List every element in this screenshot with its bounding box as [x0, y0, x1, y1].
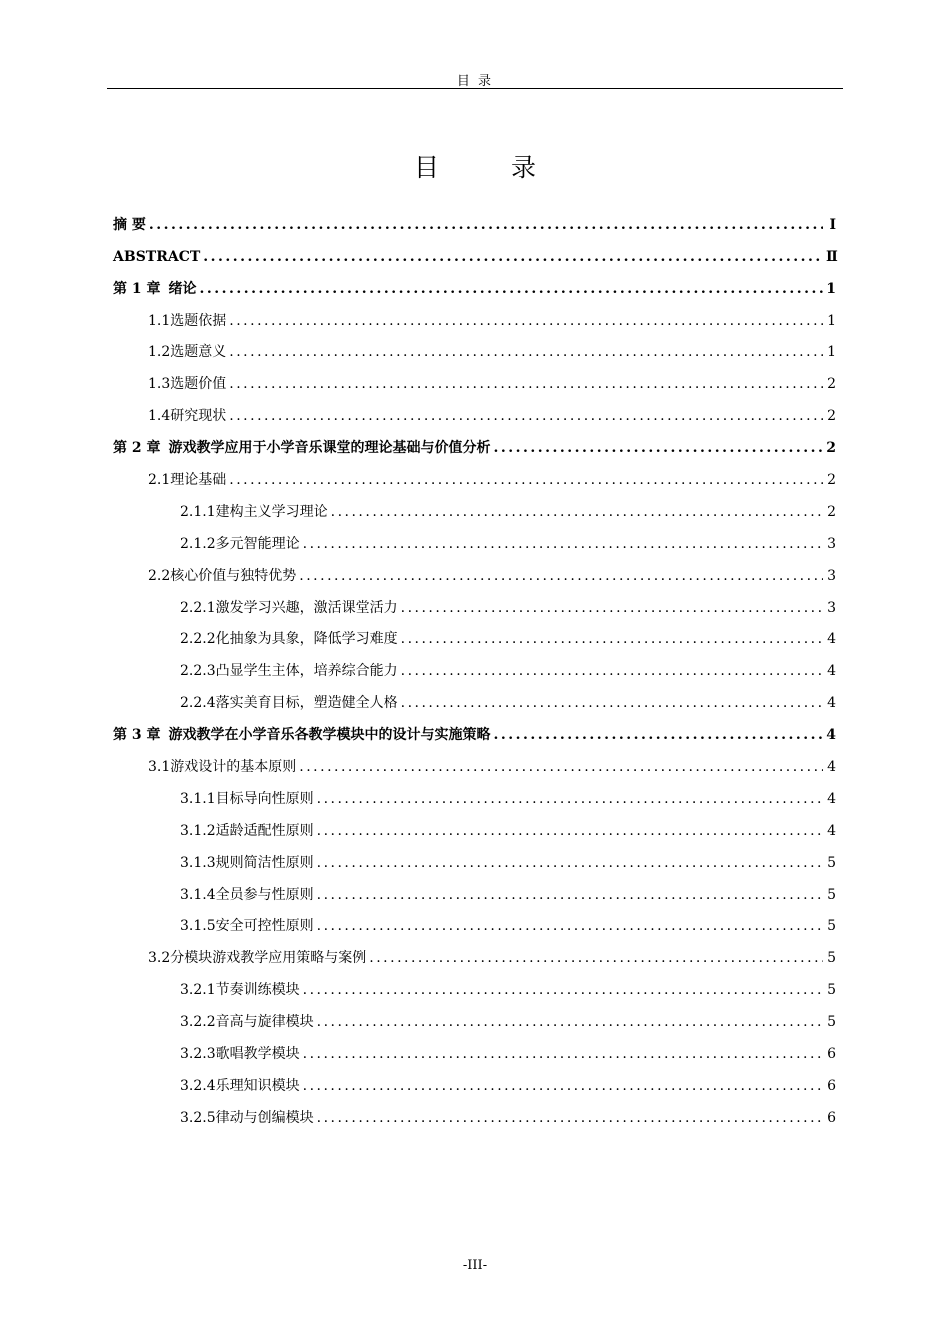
toc-entry-number: 1.1: [148, 312, 171, 329]
toc-entry[interactable]: [113, 1064, 836, 1096]
toc-entry[interactable]: [113, 905, 836, 937]
dot-leader: [317, 916, 823, 936]
toc-entry-label: 凸显学生主体，培养综合能力: [215, 663, 398, 680]
toc-entry-label: 选题价值: [170, 376, 227, 393]
toc-entry-label: ABSTRACT: [113, 248, 201, 265]
toc-entry-number: 2.2.4: [180, 695, 216, 712]
toc-entry-label: 多元智能理论: [215, 535, 300, 552]
toc-entry-number: 1.4: [148, 408, 171, 425]
toc-entry-number: 2.2.3: [180, 663, 216, 680]
toc-entry[interactable]: [113, 203, 836, 235]
toc-entry-label: 游戏教学在小学音乐各教学模块中的设计与实施策略: [168, 727, 491, 744]
dot-leader: [303, 1076, 823, 1096]
dot-leader: [317, 789, 823, 809]
toc-entry[interactable]: [113, 362, 836, 394]
toc-entry[interactable]: [113, 426, 836, 458]
toc-entry[interactable]: [113, 331, 836, 363]
toc-entry[interactable]: [113, 1032, 836, 1064]
toc-entry[interactable]: [113, 586, 836, 618]
dot-leader: [317, 1012, 823, 1032]
toc-entry[interactable]: [113, 936, 836, 968]
toc-entry-label: 音高与旋律模块: [215, 1014, 314, 1031]
toc-entry-page: 4: [827, 695, 836, 712]
toc-entry-page: 4: [827, 663, 836, 680]
dot-leader: [401, 693, 823, 713]
dot-leader: [229, 311, 823, 331]
dot-leader: [401, 661, 823, 681]
toc-entry-label: 摘 要: [113, 216, 146, 233]
toc-entry-page: 2: [827, 472, 836, 489]
toc-entry[interactable]: [113, 1000, 836, 1032]
toc-entry-page: 6: [827, 1109, 836, 1126]
toc-entry-number: 3.1.4: [180, 886, 216, 903]
toc-entry-page: 1: [826, 280, 836, 297]
toc-entry-label: 游戏教学应用于小学音乐课堂的理论基础与价值分析: [168, 440, 491, 457]
toc-entry-label: 歌唱教学模块: [215, 1046, 300, 1063]
running-header: 目 录: [456, 74, 494, 89]
toc-entry-number: 2.1: [148, 472, 171, 489]
toc-entry-label: 节奏训练模块: [215, 982, 300, 999]
dot-leader: [303, 534, 823, 554]
dot-leader: [299, 566, 823, 586]
toc-entry-number: 2.2.1: [180, 599, 216, 616]
toc-entry-page: 3: [827, 535, 836, 552]
toc-entry[interactable]: [113, 299, 836, 331]
toc-entry-label: 规则简洁性原则: [215, 854, 314, 871]
toc-entry[interactable]: [113, 235, 836, 267]
toc-entry[interactable]: [113, 267, 836, 299]
dot-leader: [149, 215, 823, 235]
toc-entry[interactable]: [113, 713, 836, 745]
toc-entry-page: Ⅰ: [829, 216, 836, 233]
toc-entry[interactable]: [113, 745, 836, 777]
toc-entry-page: 5: [827, 918, 836, 935]
toc-entry-label: 乐理知识模块: [215, 1077, 300, 1094]
toc-entry-page: 4: [827, 759, 836, 776]
toc-entry-number: 3.2.5: [180, 1109, 216, 1126]
toc-entry[interactable]: [113, 1096, 836, 1128]
toc-entry-label: 目标导向性原则: [215, 790, 314, 807]
toc-entry-number: 3.2.3: [180, 1046, 216, 1063]
toc-entry-page: 4: [827, 790, 836, 807]
toc-entry-page: 3: [827, 599, 836, 616]
dot-leader: [401, 629, 823, 649]
toc-entry[interactable]: [113, 681, 836, 713]
toc-entry-page: 2: [827, 503, 836, 520]
dot-leader: [317, 885, 823, 905]
toc-entry-label: 游戏设计的基本原则: [170, 759, 297, 776]
toc-entry-page: 2: [826, 440, 836, 457]
toc-entry[interactable]: [113, 841, 836, 873]
toc-entry-label: 建构主义学习理论: [215, 503, 328, 520]
toc-entry[interactable]: [113, 873, 836, 905]
toc-entry-number: 2.1.2: [180, 535, 216, 552]
toc-entry[interactable]: [113, 522, 836, 554]
toc-entry-label: 安全可控性原则: [215, 918, 314, 935]
toc-entry-label: 适龄适配性原则: [215, 822, 314, 839]
toc-entry-page: 6: [827, 1046, 836, 1063]
toc-entry-number: 2.2: [148, 567, 171, 584]
toc-entry-label: 研究现状: [170, 408, 227, 425]
toc-entry-page: 5: [827, 886, 836, 903]
toc-entry-label: 激发学习兴趣，激活课堂活力: [215, 599, 398, 616]
toc-entry-number: 3.2.1: [180, 982, 216, 999]
toc-entry-label: 落实美育目标，塑造健全人格: [215, 695, 398, 712]
dot-leader: [494, 438, 824, 458]
dot-leader: [303, 980, 823, 1000]
toc-entry-number: 3.1.2: [180, 822, 216, 839]
toc-entry[interactable]: [113, 490, 836, 522]
toc-entry-number: 第 2 章: [113, 440, 161, 457]
dot-leader: [317, 821, 823, 841]
dot-leader: [317, 1108, 823, 1128]
toc-entry-label: 分模块游戏教学应用策略与案例: [170, 950, 367, 967]
header-rule: [107, 88, 843, 89]
toc-entry[interactable]: [113, 809, 836, 841]
dot-leader: [369, 948, 823, 968]
dot-leader: [200, 279, 824, 299]
toc-entry-number: 3.1.3: [180, 854, 216, 871]
dot-leader: [331, 502, 823, 522]
toc-entry-page: 6: [827, 1077, 836, 1094]
toc-entry-number: 第 1 章: [113, 280, 161, 297]
dot-leader: [299, 757, 823, 777]
toc-entry-page: 2: [827, 376, 836, 393]
dot-leader: [303, 1044, 823, 1064]
toc-entry[interactable]: [113, 554, 836, 586]
toc-entry[interactable]: [113, 968, 836, 1000]
toc-entry-label: 选题依据: [170, 312, 227, 329]
toc-entry-number: 3.2: [148, 950, 171, 967]
toc-entry-page: 1: [827, 344, 836, 361]
toc-entry-page: Ⅱ: [826, 248, 838, 265]
dot-leader: [317, 853, 823, 873]
toc-entry-number: 3.1.1: [180, 790, 216, 807]
toc-entry-page: 4: [827, 822, 836, 839]
toc-entry-page: 5: [827, 854, 836, 871]
toc-entry-page: 5: [827, 1014, 836, 1031]
dot-leader: [401, 598, 823, 618]
toc-entry-page: 1: [827, 312, 836, 329]
toc-entry-label: 全员参与性原则: [215, 886, 314, 903]
toc-entry[interactable]: [113, 458, 836, 490]
toc-entry-page: 5: [827, 950, 836, 967]
toc-entry[interactable]: [113, 777, 836, 809]
dot-leader: [229, 342, 823, 362]
toc-entry-number: 3.1.5: [180, 918, 216, 935]
toc-entry[interactable]: [113, 394, 836, 426]
toc-entry-number: 3.1: [148, 759, 171, 776]
toc-entry-number: 2.1.1: [180, 503, 216, 520]
toc-entry-label: 化抽象为具象，降低学习难度: [215, 631, 398, 648]
dot-leader: [229, 470, 823, 490]
toc-entry-label: 核心价值与独特优势: [170, 567, 297, 584]
toc-entry-page: 4: [826, 727, 836, 744]
toc-entry-page: 5: [827, 982, 836, 999]
toc-entry[interactable]: [113, 649, 836, 681]
toc-entry[interactable]: [113, 618, 836, 650]
page-number: -III-: [462, 1258, 488, 1273]
page-title: 目 录: [414, 153, 568, 182]
toc-entry-number: 第 3 章: [113, 727, 161, 744]
toc-entry-label: 选题意义: [170, 344, 227, 361]
toc-entry-number: 3.2.4: [180, 1077, 216, 1094]
toc-entry-label: 律动与创编模块: [215, 1109, 314, 1126]
toc-entry-page: 3: [827, 567, 836, 584]
dot-leader: [229, 374, 823, 394]
toc-entry-number: 1.3: [148, 376, 171, 393]
toc-entry-label: 理论基础: [170, 472, 227, 489]
dot-leader: [229, 406, 823, 426]
toc-entry-number: 2.2.2: [180, 631, 216, 648]
toc-entry-page: 4: [827, 631, 836, 648]
toc-entry-number: 3.2.2: [180, 1014, 216, 1031]
dot-leader: [494, 725, 824, 745]
toc-entry-number: 1.2: [148, 344, 171, 361]
toc-entry-page: 2: [827, 408, 836, 425]
toc-entry-label: 绪论: [168, 280, 197, 297]
dot-leader: [203, 247, 823, 267]
toc-list: [113, 203, 836, 1128]
